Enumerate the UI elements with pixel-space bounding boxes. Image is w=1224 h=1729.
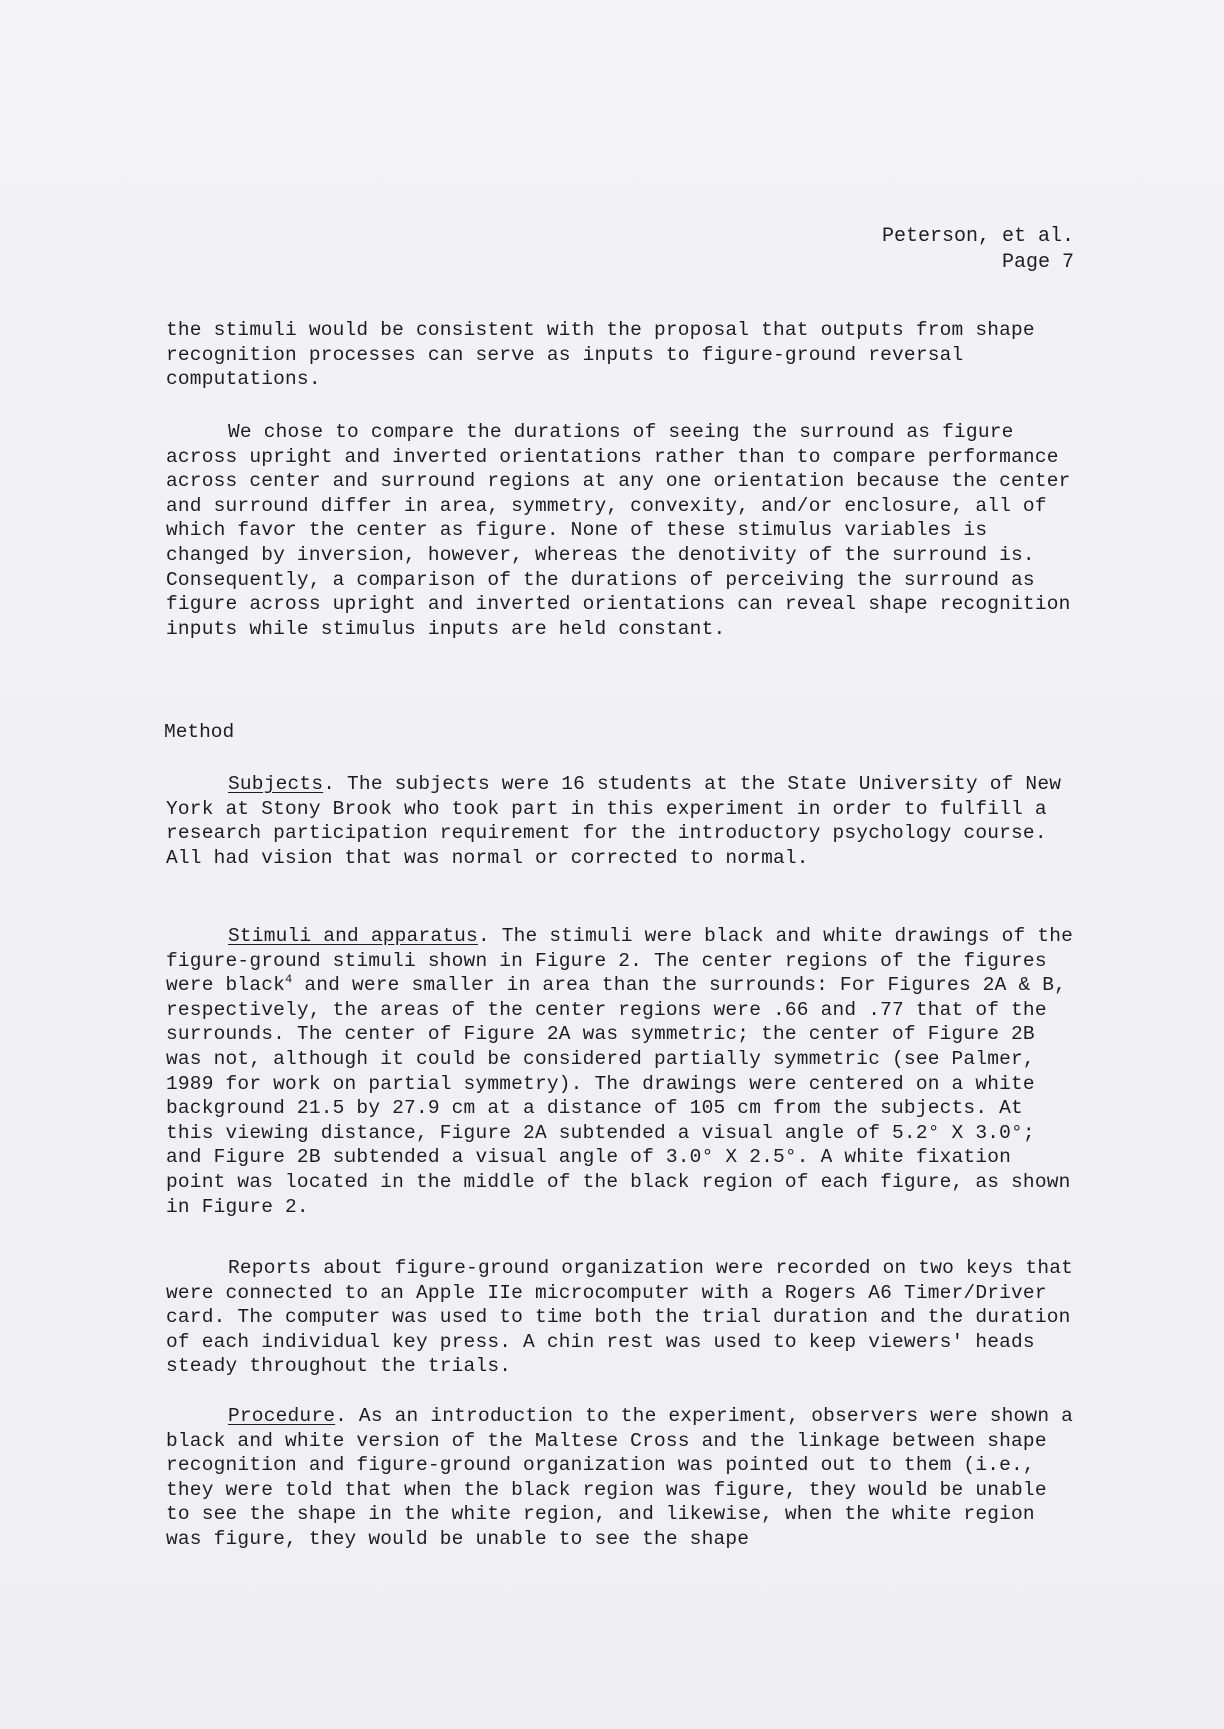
header-page-number: Page 7 — [1001, 251, 1074, 274]
stimuli-text-part-b: and were smaller in area than the surrounds: For Figures 2A & B, respectively, the areas of the center regions were .66 and .77 that of the surrounds. The center of Figure 2A was symmetric; the center of Figure 2B was not, although it could be considered partially symmetric (see Palmer, 1989 for work on partial symmetry). The drawings were centered on a white background 21.5 by 27.9 cm at a distance of 105 cm from the subjects. At this viewing distance, Figure 2A subtended a visual angle of 5.2° X 3.0°; and Figure 2B subtended a visual angle of 3.0° X 2.5°. A white fixation point was located in the middle of the black region of each figure, as shown in Figure 2. — [166, 974, 1071, 1218]
paragraph-subjects — [166, 772, 1076, 870]
paragraph-reports: Reports about figure-ground organization were recorded on two keys that were connected to an Apple IIe microcomputer with a Rogers A6 Timer/Driver card. The computer was used to time both the trial duration and the duration of each individual key press. A chin rest was used to keep viewers' heads steady throughout the trials. — [166, 1257, 1074, 1378]
procedure-text: . As an introduction to the experiment, observers were shown a black and white version of the Maltese Cross and the linkage between shape recognition and figure-ground organization was pointed out to them (i.e., they were told that when the black region was figure, they would be unable to see the shape in the white region, and likewise, when the white region was figure, they would be unable to see the shape — [166, 1405, 1074, 1550]
stimuli-text-part-a: . The stimuli were black and white drawings of the figure-ground stimuli shown in Figure 2. The center regions of the figures were black — [166, 925, 1074, 997]
footnote-marker: 4 — [285, 972, 293, 987]
subjects-run-in-heading: Subjects — [228, 773, 324, 795]
running-header — [882, 224, 1074, 276]
subjects-text: . The subjects were 16 students at the State University of New York at Stony Brook who took part in this experiment in order to fulfill a research participation requirement for the introductory psychology course. All had vision that was normal or corrected to normal. — [166, 773, 1062, 869]
section-heading-method: Method — [164, 721, 235, 743]
paragraph-continuation: the stimuli would be consistent with the proposal that outputs from shape recognition processes can serve as inputs to figure-ground reversal computations. — [166, 319, 1035, 391]
procedure-run-in-heading: Procedure — [228, 1405, 336, 1427]
header-author: Peterson, et al. — [881, 225, 1074, 248]
paragraph-procedure — [166, 1404, 1076, 1552]
paragraph-comparison-rationale: We chose to compare the durations of seeing the surround as figure across upright and inverted orientations rather than to compare performance across center and surround regions at any one orientation because the center and surround differ in area, symmetry, convexity, and/or enclosure, all of which favor the center as figure. None of these stimulus variables is changed by inversion, however, whereas the denotivity of the surround is. Consequently, a comparison of the durations of perceiving the surround as figure across upright and inverted orientations can reveal shape recognition inputs while stimulus inputs are held constant. — [166, 421, 1071, 640]
stimuli-run-in-heading: Stimuli and apparatus — [228, 925, 478, 947]
paragraph-stimuli-apparatus — [166, 924, 1076, 1219]
